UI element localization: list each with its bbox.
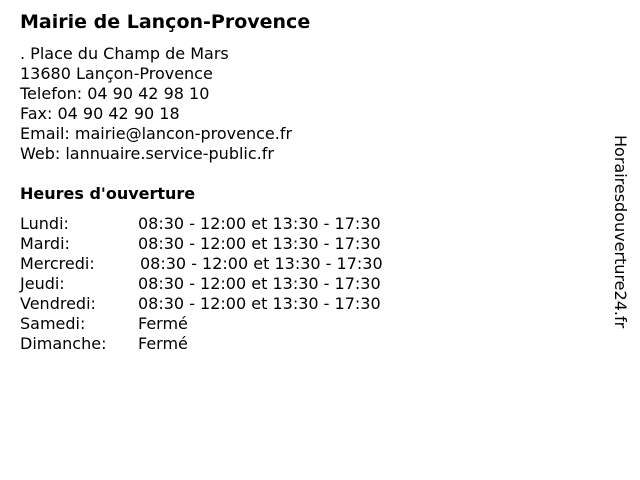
time-value: 08:30 - 12:00 et 13:30 - 17:30: [138, 234, 381, 253]
phone-number: Telefon: 04 90 42 98 10: [20, 84, 210, 103]
day-label: Mercredi:: [20, 254, 95, 273]
address-street: . Place du Champ de Mars: [20, 44, 229, 63]
time-value: Fermé: [138, 314, 188, 333]
day-label: Vendredi:: [20, 294, 96, 313]
hours-heading: Heures d'ouverture: [20, 184, 196, 203]
address-city: 13680 Lançon-Provence: [20, 64, 213, 83]
page-title: Mairie de Lançon-Provence: [20, 11, 311, 33]
time-value: Fermé: [138, 334, 188, 353]
time-value: 08:30 - 12:00 et 13:30 - 17:30: [138, 274, 381, 293]
site-watermark: Horairesdouverture24.fr: [611, 135, 630, 329]
day-label: Lundi:: [20, 214, 69, 233]
day-label: Samedi:: [20, 314, 86, 333]
day-label: Jeudi:: [20, 274, 65, 293]
day-label: Dimanche:: [20, 334, 107, 353]
time-value: 08:30 - 12:00 et 13:30 - 17:30: [138, 214, 381, 233]
time-value: 08:30 - 12:00 et 13:30 - 17:30: [140, 254, 383, 273]
website: Web: lannuaire.service-public.fr: [20, 144, 274, 163]
fax-number: Fax: 04 90 42 90 18: [20, 104, 180, 123]
address-block: [20, 44, 292, 164]
day-label: Mardi:: [20, 234, 70, 253]
time-value: 08:30 - 12:00 et 13:30 - 17:30: [138, 294, 381, 313]
email-address: Email: mairie@lancon-provence.fr: [20, 124, 293, 143]
